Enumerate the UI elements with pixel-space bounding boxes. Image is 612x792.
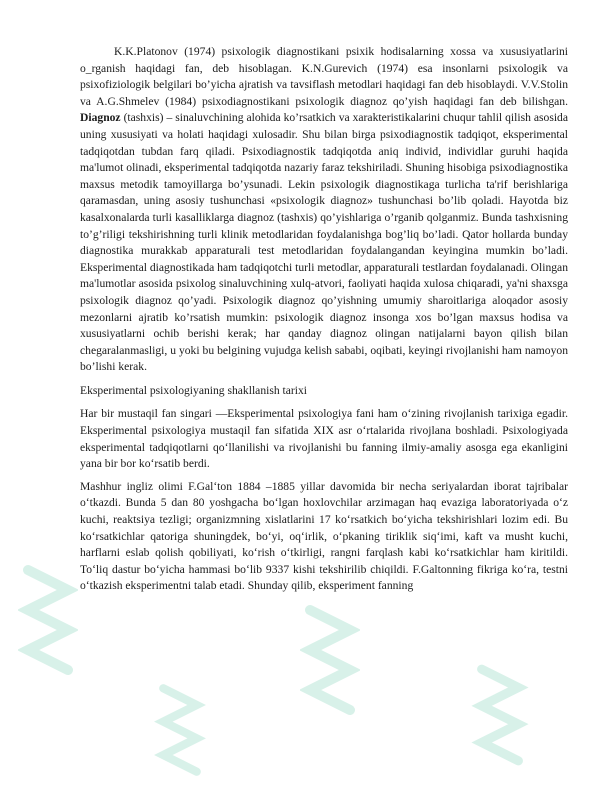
watermark-icon (150, 680, 210, 780)
diagnoz-term: Diagnoz (80, 111, 121, 125)
watermark-icon (300, 600, 360, 720)
paragraph-intro-text: K.K.Platonov (1974) psixologik diagnostikani psixik hodisalarning xossa va xususiyatlarini o_rganish haqidagi fan, deb hisoblagan. K.N.Gurevich (1974) esa insonlarni psixologik va psixofiziologik belgilari bo’yicha ajratish va tavsiflash metodlari haqidagi fan deb hisoblaydi. V.V.Stolin va A.G.Shmelev (1984) psixodiagnostikani psixologik diagnoz qo’yish haqidagi fan deb bilishgan. (80, 45, 568, 108)
section-heading: Eksperimental psixologiyaning shakllanish tarixi (80, 383, 308, 397)
paragraph-history: Har bir mustaqil fan singari ―Eksperimental psixologiya fani ham o‘zining rivojlanish tarixiga egadir. Eksperimental psixologiya mustaqil fan sifatida XIX asr o‘rtalarida rivojlana boshladi. Psixologiyada eksperimental tadqiqotlarni qo‘llanilishi va rivojlanishi bu fanning ilmiy-amaliy asosga ega ekanligini yana bir bor ko‘rsatib berdi. (80, 407, 568, 471)
watermark-icon (18, 560, 78, 680)
watermark-icon (470, 660, 530, 770)
document-body (80, 44, 568, 595)
paragraph-galton: Mashhur ingliz olimi F.Gal‘ton 1884 –1885 yillar davomida bir necha seriyalardan iborat tajribalar o‘tkazdi. Bunda 5 dan 80 yoshgacha bo‘lgan hoxlovchilar arzimagan haq evaziga laboratoriyada o‘z kuchi, reaktsiya tezligi; organizmning xislatlarini 17 ko‘rsatkich bo‘yicha tekshirishlari lozim edi. Bu ko‘rsatkichlar qatoriga shuningdek, bo‘yi, oq‘irlik, o‘pkaning tiriklik siq‘imi, kaft va musht kuchi, harflarni eslab qolish qobiliyati, ko‘rish o‘tkirligi, rangni farqlash kabi ko‘rsatkichlar ham kiritildi. To‘liq dastur bo‘yicha hammasi bo‘lib 9337 kishi tekshirilib chiqildi. F.Galtonning fikriga ko‘ra, testni o‘tkazish eksperimentni talab etadi. Shunday qilib, eksperiment fanning (80, 479, 568, 593)
paragraph-intro (80, 44, 568, 376)
paragraph-intro-continuation: (tashxis) – sinaluvchining alohida ko’rsatkich va xarakteristikalarini chuqur tahlil qilish asosida uning xususiyati va holati haqidagi xulosadir. Shu bilan birga psixodiagnostik tadqiqot, eksperimental tadqiqotdan tubdan farq qiladi. Psixodiagnostik tadqiqotda aniq individ, individlar guruhi haqida ma'lumot olinadi, eksperimental tadqiqotda nazariy faraz tekshiriladi. Shuning hisobiga psixodiagnostika maxsus metodik tamoyillarga bo’ysunadi. Lekin psixologik diagnostikaga turlicha ta'rif berishlariga qaramasdan, uning asosiy tushunchasi «psixologik diagnoz» tushunchasi bo’lib qoladi. Hayotda biz kasalxonalarda turli kasalliklarga diagnoz (tashxis) qo’yishlariga o’rganib qolganmiz. Bunda tashxisning to’g’riligi tekshirishning turli klinik metodlaridan foydalanishga bog’liq bo’ladi. Qator hollarda bunday diagnostika murakkab apparaturali test metodlaridan foydalangandan keyingina mumkin bo’ladi. Eksperimental diagnostikada ham tadqiqotchi turli metodlar, apparaturali testlardan foydalanadi. Olingan ma'lumotlar asosida psixolog sinaluvchining xulq-atvori, faoliyati haqida xulosa chiqaradi, ya'ni shaxsga psixologik diagnoz qo’yadi. Psixologik diagnoz qo’yishning umumiy sharoitlariga aloqador asosiy mezonlarni ajratib ko’rsatish mumkin: psixologik diagnoz insonga xos bo’lgan maxsus hodisa va xususiyatlarni ochib berishi kerak; har qanday diagnoz olingan natijalarni bayon qilish bilan chegaralanmasligi, u yoki bu belgining vujudga kelish sababi, oqibati, keyingi rivojlanishi ham namoyon bo’lishi kerak. (80, 111, 568, 374)
